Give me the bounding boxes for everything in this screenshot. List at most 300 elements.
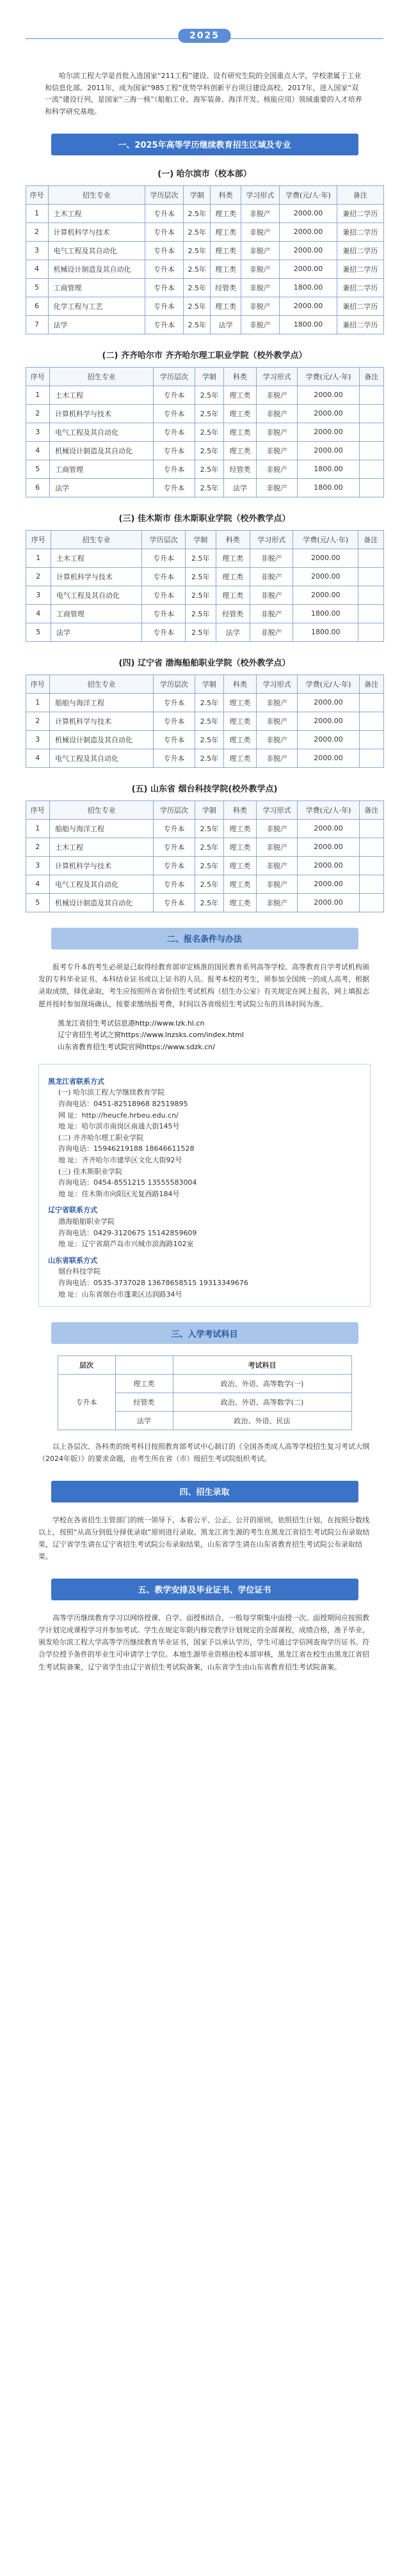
table-cell: 土木工程	[50, 386, 154, 404]
campus-title: (二) 齐齐哈尔市 齐齐哈尔理工职业学院（校外教学点）	[102, 350, 307, 361]
subjects-table	[58, 1355, 352, 1430]
table-cell: 3	[26, 586, 51, 604]
subjects-cat-1: 理工类	[115, 1375, 173, 1393]
table-cell: 兼招二学历	[337, 297, 383, 315]
table-cell: 6	[26, 478, 50, 497]
table-cell: 专升本	[142, 567, 185, 586]
table-cell	[358, 586, 384, 604]
table-cell	[359, 404, 383, 423]
table-cell: 1800.00	[298, 478, 360, 497]
table-header-cell: 学费(元/人·年)	[298, 367, 360, 386]
table-cell: 2.5年	[195, 875, 223, 893]
table-header-cell: 备注	[359, 800, 383, 819]
table-cell: 非脱产	[256, 441, 297, 460]
campus-title: (一) 哈尔滨市（校本部）	[157, 169, 252, 179]
table-cell: 2.5年	[184, 297, 211, 315]
table-cell: 非脱产	[256, 386, 297, 404]
table-cell: 专升本	[154, 441, 195, 460]
table-cell: 4	[26, 260, 48, 278]
table-cell: 非脱产	[250, 549, 293, 567]
table-row	[26, 278, 383, 297]
table-cell: 理工类	[224, 423, 257, 441]
table-cell	[359, 819, 383, 838]
table-header-cell: 招生专业	[50, 800, 154, 819]
section-1-banner: 一、2025年高等学历继续教育招生区域及专业	[51, 134, 358, 155]
table-cell: 专升本	[154, 712, 195, 730]
section-4-text: 学校在各省招生主管部门的统一领导下，本着公平、公正、公开的原则，依照招生计划，在按照分数线以上，按照“从高分到低分择优录取”原则进行录取。黑龙江省生源的考生在黑龙江省招生考试院公布录取结果，辽宁省学生请在辽宁省招生考试院公布录取结果，山东省学生请在山东省教育招生考试院公布录取结果。	[38, 1515, 370, 1561]
subjects-list-3: 政治、外语、民法	[173, 1412, 351, 1430]
table-cell: 法学	[224, 478, 257, 497]
table-header-cell: 学历层次	[145, 185, 184, 204]
table-cell: 专升本	[154, 423, 195, 441]
table-cell: 电气工程及其自动化	[50, 749, 154, 767]
campus-title: (五) 山东省 烟台科技学院(校外教学点)	[131, 784, 278, 794]
table-cell: 非脱产	[256, 460, 297, 478]
table-cell: 法学	[48, 315, 145, 334]
table-cell: 兼招二学历	[337, 222, 383, 241]
table-row	[26, 241, 383, 260]
table-cell: 2.5年	[184, 241, 211, 260]
table-cell: 经管类	[224, 460, 257, 478]
table-cell: 1	[26, 819, 50, 838]
table-cell: 2000.00	[293, 567, 358, 586]
table-cell	[359, 460, 383, 478]
link-shandong[interactable]: 山东省教育招生考试院官网https://www.sdzk.cn/	[58, 1043, 215, 1052]
table-cell: 船舶与海洋工程	[50, 819, 154, 838]
table-cell: 非脱产	[256, 749, 297, 767]
contact-line: 咨询电话：15946219188 18646611528	[58, 1144, 195, 1153]
table-cell: 理工类	[224, 875, 257, 893]
table-cell: 专升本	[154, 404, 195, 423]
table-cell: 法学	[211, 315, 241, 334]
table-cell: 2000.00	[298, 819, 360, 838]
table-row	[26, 712, 383, 730]
table-cell: 4	[26, 604, 51, 623]
subjects-list-2: 政治、外语、高等数学(二)	[173, 1393, 351, 1412]
table-cell: 专升本	[154, 478, 195, 497]
table-cell: 专升本	[142, 549, 185, 567]
table-cell: 1800.00	[298, 460, 360, 478]
table-row	[26, 404, 383, 423]
table-cell: 2	[26, 404, 50, 423]
table-cell: 2000.00	[279, 204, 337, 222]
table-cell	[359, 441, 383, 460]
table-cell: 4	[26, 875, 50, 893]
subjects-header-level: 层次	[58, 1356, 115, 1375]
table-cell: 2.5年	[195, 441, 223, 460]
table-cell	[359, 838, 383, 856]
table-cell: 理工类	[224, 730, 257, 749]
table-cell: 理工类	[211, 260, 241, 278]
contact-line: 地 址：哈尔滨市南岗区南通大街145号	[58, 1122, 180, 1131]
contact-group-heading: 山东省联系方式	[48, 1256, 97, 1265]
table-cell: 2.5年	[195, 730, 223, 749]
table-cell: 2	[26, 712, 50, 730]
section-3-note: 以上各层次、各科类的统考科目按照教育部考试中心制订的《全国各类成人高等学校招生复习考试大纲（2024年版）》的要求命题，由考生所在省（市）级招生考试院组织考试。	[38, 1442, 369, 1464]
table-header-cell: 学习形式	[250, 530, 293, 549]
section-4-banner: 四、招生录取	[51, 1481, 358, 1503]
table-row	[26, 586, 383, 604]
table-row	[26, 478, 383, 497]
table-cell: 2000.00	[279, 297, 337, 315]
table-header-cell: 科类	[211, 185, 241, 204]
contact-line: 咨询电话：0429-3120675 15142859609	[58, 1228, 197, 1237]
table-cell: 2000.00	[298, 838, 360, 856]
contact-line: 渤海船舶职业学院	[58, 1217, 115, 1226]
majors-table	[26, 675, 384, 768]
table-header-cell: 学历层次	[154, 675, 195, 693]
table-header-cell: 学历层次	[154, 800, 195, 819]
campus-title: (四) 辽宁省 渤海船舶职业学院（校外教学点）	[118, 658, 291, 668]
table-header-cell: 序号	[26, 530, 51, 549]
table-row	[26, 315, 383, 334]
table-cell	[359, 749, 383, 767]
contact-line: 地 址：辽宁省葫芦岛市兴城市滨海路102室	[58, 1240, 194, 1249]
table-row	[26, 819, 383, 838]
link-liaoning[interactable]: 辽宁省招生考试之窗https://www.lnzsks.com/index.html	[58, 1031, 244, 1040]
table-header-cell: 科类	[224, 367, 257, 386]
table-header-cell: 备注	[337, 185, 383, 204]
table-cell: 专升本	[154, 838, 195, 856]
table-header-cell: 学费(元/人·年)	[279, 185, 337, 204]
table-header-cell: 科类	[224, 800, 257, 819]
header-bar	[0, 0, 409, 58]
table-cell	[358, 549, 384, 567]
table-cell: 理工类	[224, 819, 257, 838]
table-cell: 2	[26, 222, 48, 241]
table-cell	[359, 478, 383, 497]
table-cell: 2000.00	[293, 549, 358, 567]
table-cell	[359, 712, 383, 730]
table-header-cell: 备注	[359, 367, 383, 386]
table-cell	[359, 423, 383, 441]
table-cell: 非脱产	[256, 423, 297, 441]
table-cell: 1800.00	[279, 315, 337, 334]
table-row	[26, 297, 383, 315]
table-cell: 3	[26, 423, 50, 441]
table-cell: 非脱产	[241, 222, 279, 241]
table-cell: 非脱产	[256, 893, 297, 912]
table-cell: 非脱产	[241, 204, 279, 222]
table-cell: 理工类	[216, 549, 250, 567]
table-header-cell: 招生专业	[51, 530, 142, 549]
table-cell: 2000.00	[279, 241, 337, 260]
table-header-cell: 学制	[184, 185, 211, 204]
table-cell: 经管类	[211, 278, 241, 297]
table-cell: 2.5年	[195, 819, 223, 838]
contact-line: 咨询电话：0451-82518968 82519895	[58, 1100, 188, 1108]
table-cell: 2000.00	[279, 260, 337, 278]
table-cell	[359, 730, 383, 749]
table-cell: 理工类	[224, 404, 257, 423]
table-header-cell: 招生专业	[48, 185, 145, 204]
section-5-banner: 五、教学安排及毕业证书、学位证书	[51, 1579, 358, 1600]
table-cell: 1	[26, 549, 51, 567]
table-header-cell: 序号	[26, 185, 48, 204]
section-3-banner: 三、入学考试科目	[51, 1322, 358, 1344]
table-cell: 非脱产	[256, 819, 297, 838]
table-cell: 1800.00	[279, 278, 337, 297]
table-header-cell: 学制	[185, 530, 216, 549]
contact-line: (二) 齐齐哈尔理工职业学院	[58, 1133, 144, 1142]
table-row	[26, 893, 383, 912]
table-header-cell: 学费(元/人·年)	[293, 530, 358, 549]
table-row	[26, 549, 383, 567]
table-cell: 电气工程及其自动化	[50, 875, 154, 893]
table-cell: 非脱产	[241, 260, 279, 278]
table-cell: 理工类	[211, 222, 241, 241]
table-cell: 化学工程与工艺	[48, 297, 145, 315]
contacts-box	[38, 1064, 371, 1307]
subjects-cat-3: 法学	[115, 1412, 173, 1430]
table-cell: 专升本	[142, 586, 185, 604]
table-cell: 5	[26, 623, 51, 641]
table-row	[26, 749, 383, 767]
table-header-cell: 学习形式	[256, 367, 297, 386]
table-cell: 机械设计制造及其自动化	[50, 441, 154, 460]
table-header-cell: 学习形式	[256, 800, 297, 819]
table-header-cell: 序号	[26, 800, 50, 819]
table-cell: 5	[26, 893, 50, 912]
table-row	[26, 441, 383, 460]
table-cell: 兼招二学历	[337, 241, 383, 260]
table-cell: 2.5年	[195, 693, 223, 712]
table-cell: 工商管理	[51, 604, 142, 623]
table-cell: 2.5年	[184, 204, 211, 222]
campus-container	[0, 167, 409, 912]
subjects-header-category	[115, 1356, 173, 1375]
table-cell: 2.5年	[185, 586, 216, 604]
table-cell	[359, 893, 383, 912]
table-cell: 2000.00	[298, 386, 360, 404]
table-cell: 2.5年	[195, 893, 223, 912]
table-cell: 理工类	[224, 893, 257, 912]
table-cell: 非脱产	[256, 730, 297, 749]
table-cell: 理工类	[224, 693, 257, 712]
year-badge: 2025	[178, 29, 231, 43]
table-cell: 兼招二学历	[337, 260, 383, 278]
subjects-level: 专升本	[58, 1375, 115, 1430]
table-cell: 2.5年	[195, 478, 223, 497]
table-cell: 2.5年	[195, 712, 223, 730]
table-cell: 2.5年	[185, 549, 216, 567]
table-header-cell: 学习形式	[241, 185, 279, 204]
table-cell: 计算机科学与技术	[48, 222, 145, 241]
table-cell: 法学	[51, 623, 142, 641]
table-cell	[358, 567, 384, 586]
table-header-cell: 学习形式	[256, 675, 297, 693]
table-cell: 专升本	[142, 604, 185, 623]
table-cell: 专升本	[154, 730, 195, 749]
table-header-cell: 学历层次	[142, 530, 185, 549]
table-cell: 专升本	[145, 260, 184, 278]
table-cell: 专升本	[145, 241, 184, 260]
table-cell: 专升本	[154, 386, 195, 404]
table-cell: 兼招二学历	[337, 315, 383, 334]
table-row	[26, 604, 383, 623]
table-cell: 2.5年	[195, 423, 223, 441]
table-cell: 电气工程及其自动化	[48, 241, 145, 260]
table-cell: 2.5年	[195, 460, 223, 478]
table-row	[26, 623, 383, 641]
table-cell: 机械设计制造及其自动化	[48, 260, 145, 278]
table-row	[26, 222, 383, 241]
table-cell: 非脱产	[256, 875, 297, 893]
table-header-cell: 备注	[359, 675, 383, 693]
table-cell: 工商管理	[50, 460, 154, 478]
table-cell: 非脱产	[241, 241, 279, 260]
table-cell: 2000.00	[279, 222, 337, 241]
link-heilongjiang[interactable]: 黑龙江省招生考试信息港http://www.lzk.hl.cn	[58, 1019, 205, 1027]
table-cell: 船舶与海洋工程	[50, 693, 154, 712]
table-row	[26, 460, 383, 478]
table-cell: 2000.00	[298, 423, 360, 441]
table-cell: 2000.00	[298, 875, 360, 893]
table-cell: 理工类	[216, 567, 250, 586]
contact-line: 网 址：http://heucfe.hrbeu.edu.cn/	[58, 1111, 179, 1120]
table-cell: 非脱产	[256, 856, 297, 875]
table-cell: 1800.00	[293, 604, 358, 623]
table-header-cell: 学费(元/人·年)	[298, 800, 360, 819]
table-cell: 2.5年	[195, 838, 223, 856]
table-header-cell: 学制	[195, 367, 223, 386]
contact-line: (三) 佳木斯职业学院	[58, 1167, 123, 1176]
table-header-cell: 招生专业	[50, 367, 154, 386]
table-cell: 非脱产	[256, 838, 297, 856]
table-cell: 非脱产	[250, 586, 293, 604]
majors-table	[26, 800, 384, 912]
table-cell: 计算机科学与技术	[51, 567, 142, 586]
table-cell: 1	[26, 693, 50, 712]
contact-line: 咨询电话：0454-8551215 13555583004	[58, 1178, 197, 1187]
table-row	[26, 204, 383, 222]
table-cell: 3	[26, 730, 50, 749]
table-cell: 兼招二学历	[337, 278, 383, 297]
table-cell: 7	[26, 315, 48, 334]
table-cell: 1800.00	[293, 623, 358, 641]
table-cell: 兼招二学历	[337, 204, 383, 222]
intro-paragraph: 哈尔滨工程大学是首批入选国家“211工程”建设、设有研究生院的全国重点大学，学校隶属于工业和信息化部。2011年，成为国家“985工程”优势学科创新平台项目建设高校。2017年，进入国家“双一流”建设行列，是国家“三海一核”（船舶工业、海军装备、海洋开发、核能应用）领域重要的人才培养和科学研究基地。	[45, 72, 362, 116]
table-cell: 土木工程	[51, 549, 142, 567]
table-cell: 专升本	[145, 204, 184, 222]
table-cell: 非脱产	[241, 297, 279, 315]
table-cell: 专升本	[145, 297, 184, 315]
table-cell: 2	[26, 838, 50, 856]
table-cell: 2.5年	[195, 856, 223, 875]
table-cell: 1	[26, 386, 50, 404]
table-cell	[358, 623, 384, 641]
table-cell: 非脱产	[256, 693, 297, 712]
table-cell: 2.5年	[184, 278, 211, 297]
majors-table	[26, 530, 384, 642]
table-cell: 专升本	[154, 693, 195, 712]
table-header-cell: 学历层次	[154, 367, 195, 386]
table-cell: 机械设计制造及其自动化	[50, 893, 154, 912]
table-header-cell: 招生专业	[50, 675, 154, 693]
table-cell: 土木工程	[48, 204, 145, 222]
table-cell: 非脱产	[256, 712, 297, 730]
table-cell: 理工类	[224, 856, 257, 875]
table-cell: 5	[26, 460, 50, 478]
table-cell: 2000.00	[298, 730, 360, 749]
campus-title: (三) 佳木斯市 佳木斯职业学院（校外教学点）	[118, 513, 291, 524]
table-header-cell: 学费(元/人·年)	[298, 675, 360, 693]
table-cell: 计算机科学与技术	[50, 712, 154, 730]
table-cell	[359, 875, 383, 893]
table-cell: 专升本	[142, 623, 185, 641]
table-row	[26, 386, 383, 404]
table-cell: 理工类	[224, 386, 257, 404]
table-cell: 计算机科学与技术	[50, 856, 154, 875]
table-row	[26, 856, 383, 875]
table-cell: 2.5年	[184, 222, 211, 241]
table-header-cell: 科类	[224, 675, 257, 693]
table-cell: 专升本	[154, 460, 195, 478]
contact-line: 咨询电话：0535-3737028 13678658515 19313349676	[58, 1278, 248, 1287]
table-cell: 电气工程及其自动化	[50, 423, 154, 441]
table-header-cell: 备注	[358, 530, 384, 549]
table-cell: 2000.00	[298, 749, 360, 767]
table-cell: 3	[26, 856, 50, 875]
table-cell: 非脱产	[241, 278, 279, 297]
section-2-text: 报考专升本的考生必须是已取得经教育部审定核准的国民教育系列高等学校、高等教育自学考试机构颁发的专科毕业证书、本科结业证书或以上证书的人员。报考本校的考生，须参加全国统一的成人高考，根据录取成绩，择优录取，考生应按照所在省份招生考试机构（招生办公室）有关规定在网上报名、网上填报志愿并按时参加现场确认，按要求缴纳报考费，时间以各省级招生考试院公布的具体时间为准。	[38, 962, 369, 1008]
table-row	[26, 423, 383, 441]
section-5-text: 高等学历继续教育学习以网络授课、自学、面授相结合，一般每学期集中面授一次。面授期间应按照教学计划完成课程学习并参加考试。学生在规定年限内修完教学计划规定的全部课程，成绩合格，准予毕业，颁发哈尔滨工程大学高等学历继续教育毕业证书，国家予以承认学历，学生可通过学信网查询学历证书。符合学位授予条件的毕业生可申请学士学位。本地生源毕业资格由校本部审核，黑龙江省在校生由黑龙江省招生考试院备案，辽宁省学生由辽宁省招生考试院备案，山东省学生由山东省教育招生考试院备案。	[38, 1613, 369, 1671]
table-cell: 非脱产	[250, 604, 293, 623]
table-cell: 理工类	[224, 712, 257, 730]
table-row	[26, 875, 383, 893]
contact-line: (一) 哈尔滨工程大学继续教育学院	[58, 1088, 165, 1097]
table-row	[26, 567, 383, 586]
table-row	[26, 693, 383, 712]
section-2-banner: 二、报名条件与办法	[51, 928, 358, 949]
footer-pad	[0, 1680, 409, 1705]
table-cell: 2000.00	[298, 404, 360, 423]
table-cell: 2	[26, 567, 51, 586]
table-cell: 理工类	[224, 838, 257, 856]
exam-links	[58, 1018, 351, 1054]
table-cell: 专升本	[154, 856, 195, 875]
table-cell: 非脱产	[256, 404, 297, 423]
table-cell: 2.5年	[184, 260, 211, 278]
table-cell: 5	[26, 278, 48, 297]
table-cell: 专升本	[145, 278, 184, 297]
table-cell: 专升本	[145, 222, 184, 241]
table-header-cell: 科类	[216, 530, 250, 549]
table-cell	[358, 604, 384, 623]
table-row	[26, 838, 383, 856]
table-header-cell: 学制	[195, 675, 223, 693]
table-cell: 法学	[216, 623, 250, 641]
table-cell: 2.5年	[185, 604, 216, 623]
table-cell: 理工类	[211, 297, 241, 315]
majors-table	[26, 185, 384, 334]
table-cell: 理工类	[224, 441, 257, 460]
contact-line: 地 址：齐齐哈尔市建华区文化大街92号	[58, 1155, 182, 1164]
table-cell: 3	[26, 241, 48, 260]
table-cell: 2.5年	[184, 315, 211, 334]
contact-line: 烟台科技学院	[58, 1267, 100, 1276]
contact-line: 地 址：山东省烟台市蓬莱区达润路34号	[58, 1290, 182, 1299]
table-cell: 4	[26, 441, 50, 460]
table-cell	[359, 386, 383, 404]
table-cell: 计算机科学与技术	[50, 404, 154, 423]
table-cell: 经管类	[216, 604, 250, 623]
table-cell: 2.5年	[195, 404, 223, 423]
table-cell: 非脱产	[256, 478, 297, 497]
table-cell: 专升本	[154, 893, 195, 912]
contact-group-heading: 黑龙江省联系方式	[48, 1077, 104, 1086]
